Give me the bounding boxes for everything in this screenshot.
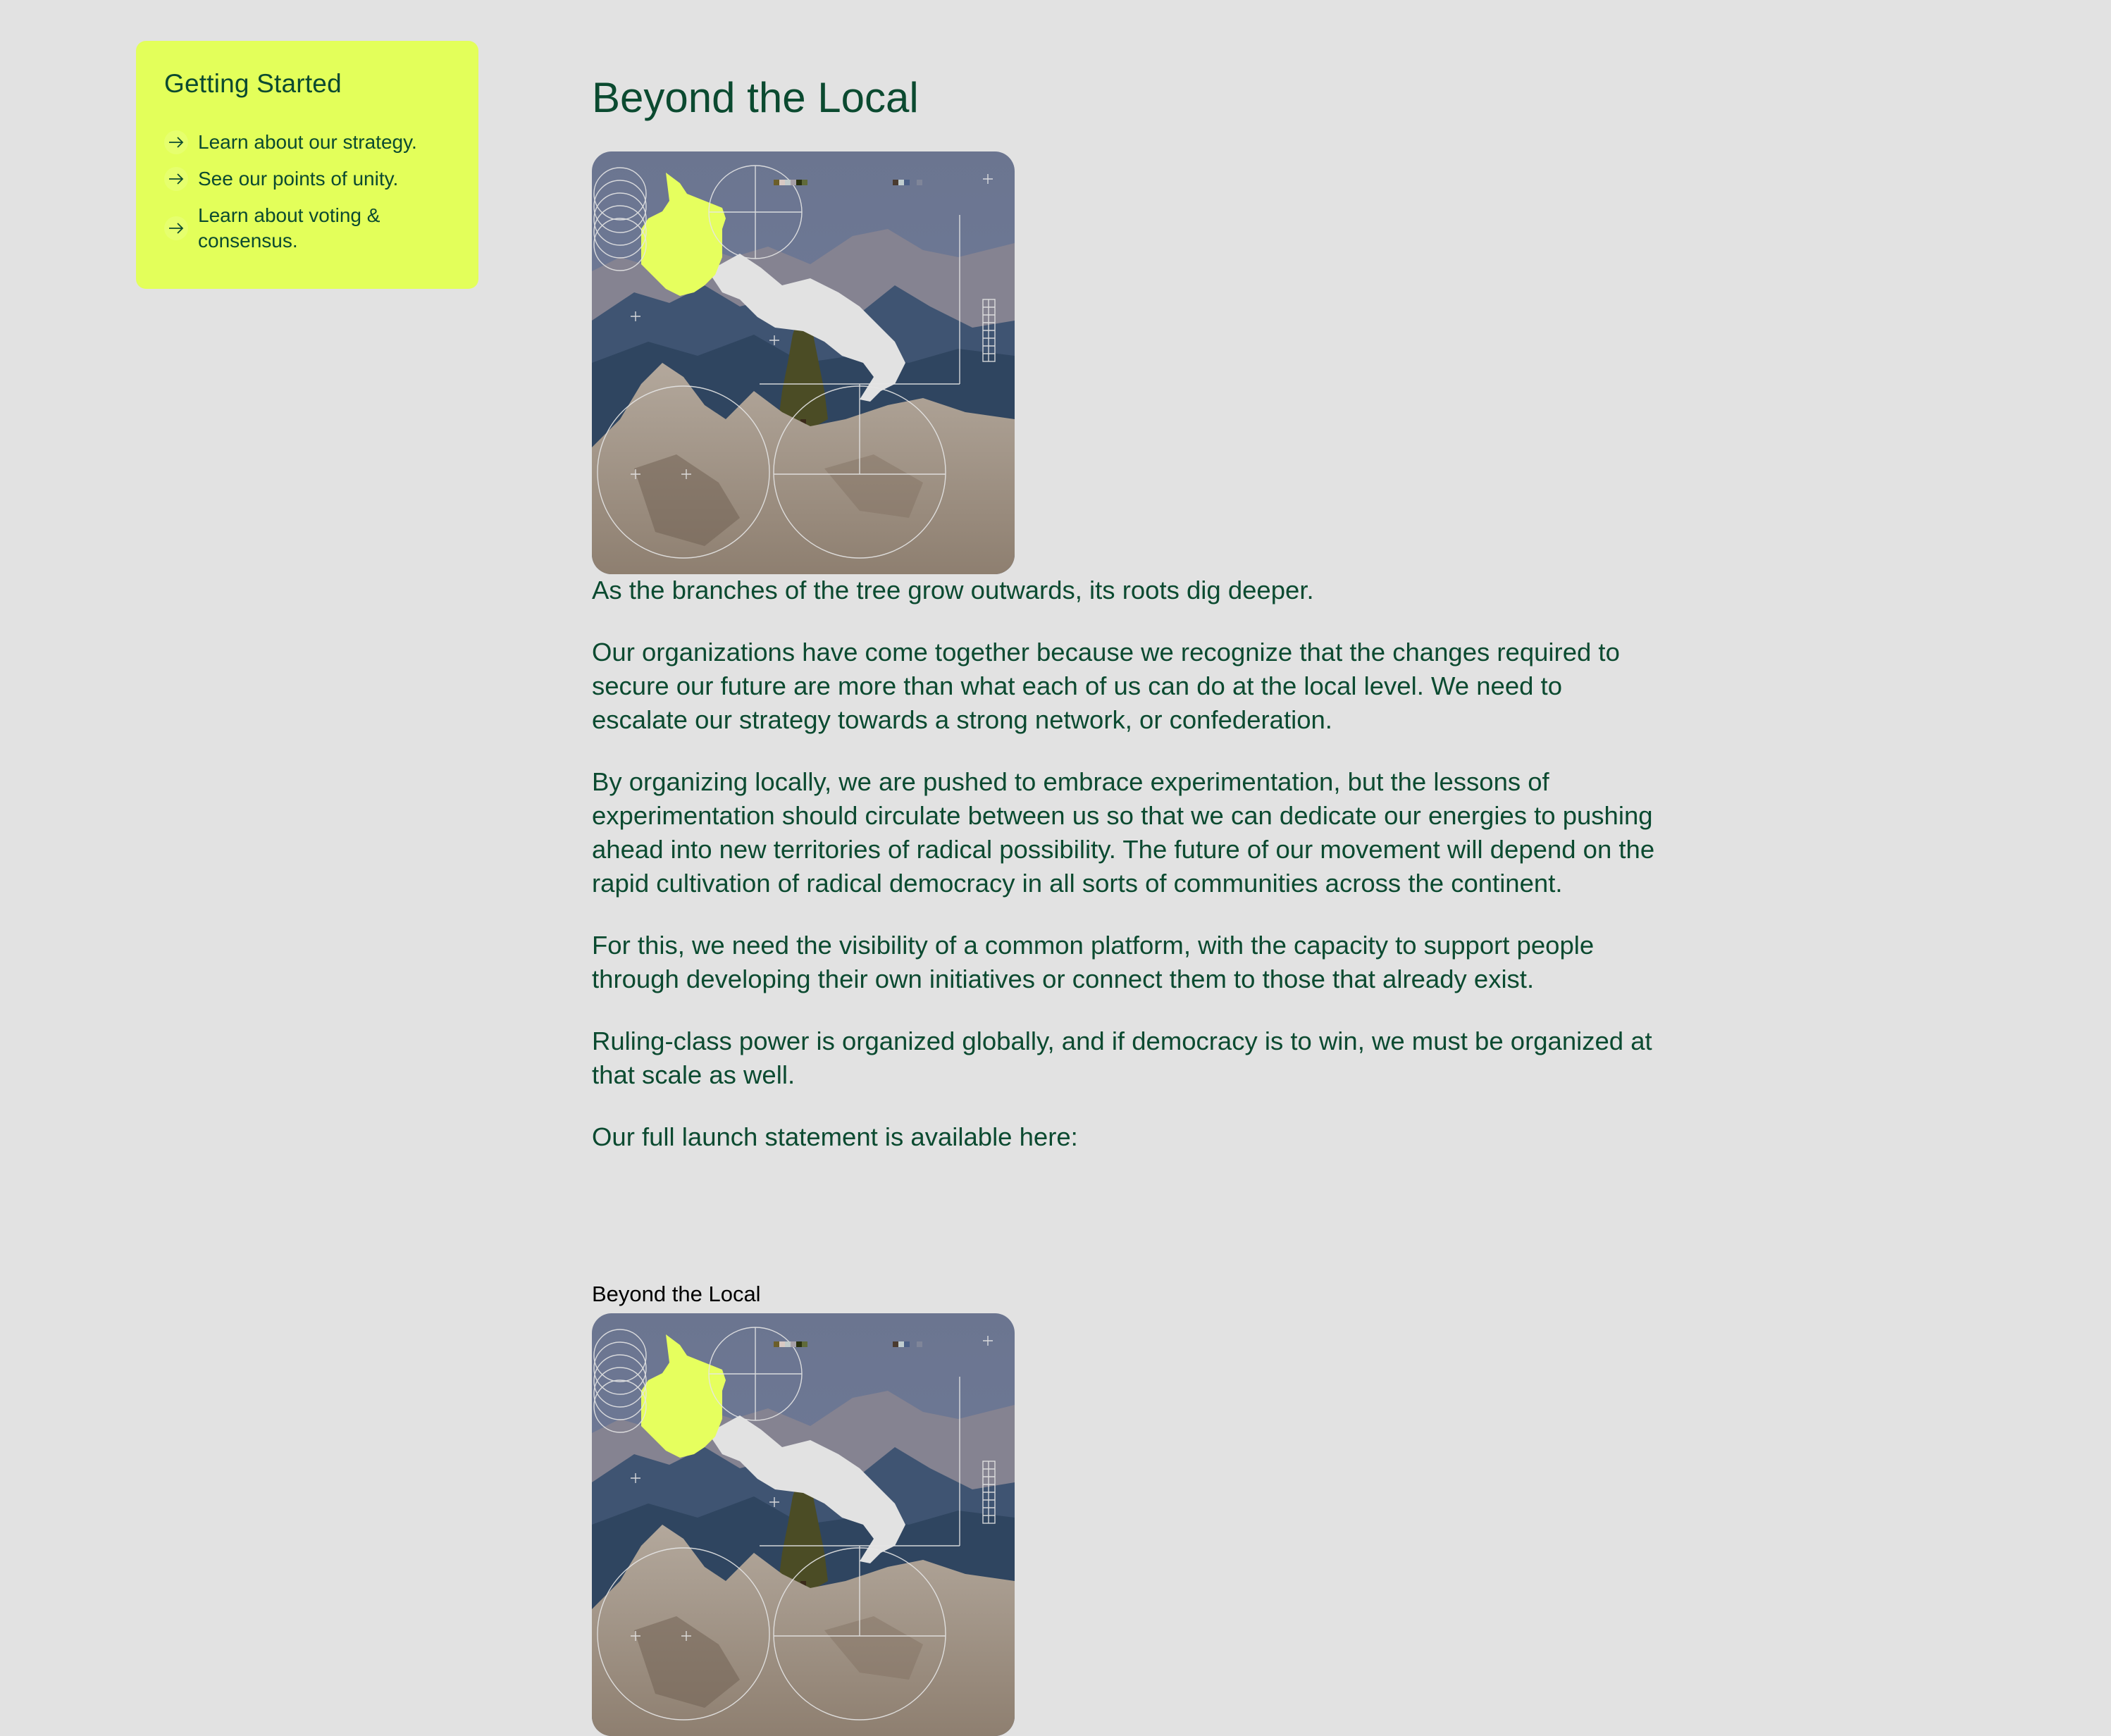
mountain-collage-image — [592, 151, 1015, 574]
getting-started-link-strategy[interactable] — [164, 130, 450, 155]
getting-started-title: Getting Started — [164, 69, 342, 98]
getting-started-link-label: See our points of unity. — [198, 168, 399, 190]
paragraph: For this, we need the visibility of a common platform, with the capacity to support people through developing their own initiatives or connect them to those that already exist. — [592, 931, 1595, 993]
arrow-right-icon — [164, 167, 188, 191]
article-body — [592, 574, 1663, 1182]
getting-started-card — [136, 41, 478, 289]
paragraph-intro: As the branches of the tree grow outwards, its roots dig deeper. — [592, 576, 1314, 604]
paragraph: Ruling-class power is organized globally, and if democracy is to win, we must be organized at that scale as well. — [592, 1027, 1652, 1089]
getting-started-list — [164, 130, 450, 254]
arrow-right-icon — [164, 130, 188, 154]
getting-started-link-voting[interactable] — [164, 203, 450, 254]
getting-started-link-label: Learn about voting & consensus. — [198, 204, 380, 252]
embed-preview-image[interactable] — [592, 1313, 1015, 1736]
paragraph: By organizing locally, we are pushed to embrace experimentation, but the lessons of experimentation should circulate between us so that we can dedicate our energies to pushing ahead into new territories of radical possibility. The future of our movement will depend on the rapid cultivation of radical democracy in all sorts of communities across the continent. — [592, 767, 1655, 898]
getting-started-link-label: Learn about our strategy. — [198, 131, 417, 153]
arrow-right-icon — [164, 216, 188, 240]
previous-section-text-fragment — [592, 0, 599, 8]
paragraph: Our organizations have come together because we recognize that the changes required to secure our future are more than what each of us can do at the local level. We need to escalate our strategy towards a strong network, or confederation. — [592, 638, 1620, 734]
getting-started-link-unity[interactable] — [164, 166, 450, 192]
page-title: Beyond the Local — [592, 74, 919, 121]
embed-title-link[interactable]: Beyond the Local — [592, 1282, 761, 1306]
paragraph-launch-statement: Our full launch statement is available here: — [592, 1122, 1078, 1151]
